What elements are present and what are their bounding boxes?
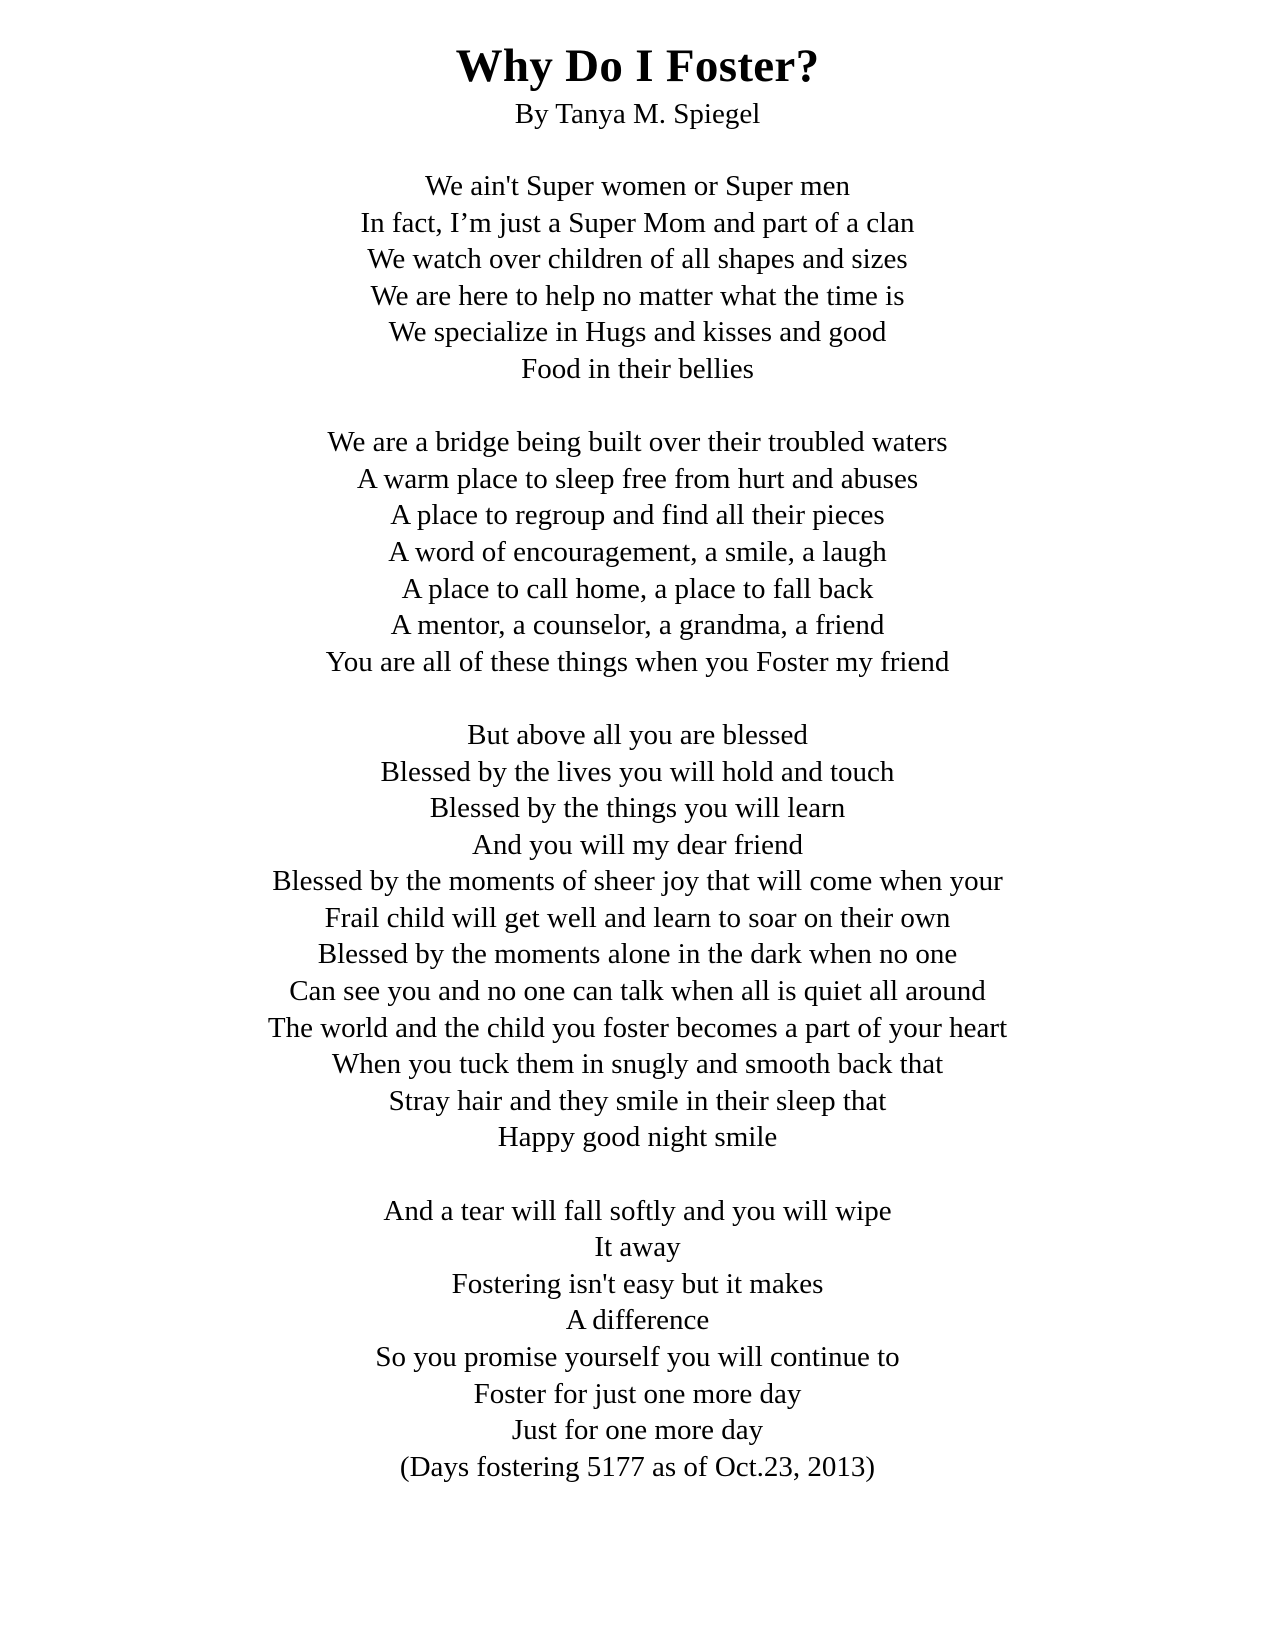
stanza-2 [0, 424, 1275, 680]
poem-line: And a tear will fall softly and you will wipe [383, 1194, 892, 1227]
poem-line: A mentor, a counselor, a grandma, a friend [390, 609, 885, 642]
poem-line: Blessed by the moments alone in the dark when no one [317, 938, 958, 971]
poem-line: A difference [565, 1304, 710, 1337]
poem-line: A warm place to sleep free from hurt and abuses [356, 462, 919, 495]
poem-line: We specialize in Hugs and kisses and good [388, 316, 887, 349]
poem-line: A place to call home, a place to fall back [401, 572, 874, 605]
poem-title: Why Do I Foster? [455, 40, 820, 92]
poem-line: Stray hair and they smile in their sleep that [388, 1084, 887, 1117]
poem-line: And you will my dear friend [471, 828, 803, 861]
poem-line: We ain't Super women or Super men [425, 170, 850, 202]
poem-line: In fact, I’m just a Super Mom and part of a clan [360, 206, 915, 239]
poem-line: Frail child will get well and learn to soar on their own [324, 901, 951, 934]
poem-line: Food in their bellies [521, 352, 754, 385]
poem-line: Just for one more day [511, 1414, 764, 1447]
poem-line: We are here to help no matter what the time is [370, 279, 905, 312]
stanza-1 [0, 168, 1275, 388]
poem-line: Fostering isn't easy but it makes [451, 1267, 824, 1300]
poem-line: The world and the child you foster becomes a part of your heart [267, 1011, 1008, 1044]
days-fostering-note: (Days fostering 5177 as of Oct.23, 2013) [399, 1450, 876, 1483]
poem-line: We watch over children of all shapes and sizes [367, 243, 908, 276]
poem-line: We are a bridge being built over their troubled waters [327, 426, 948, 459]
poem-line: But above all you are blessed [467, 718, 808, 751]
poem-line: Happy good night smile [497, 1121, 778, 1154]
stanza-3 [0, 717, 1275, 1156]
poem-line: Can see you and no one can talk when all is quiet all around [289, 975, 986, 1008]
poem-line: So you promise yourself you will continue to [375, 1341, 900, 1373]
stanza-4 [0, 1193, 1275, 1486]
poem-line: It away [594, 1231, 681, 1264]
poem-line: Foster for just one more day [473, 1377, 802, 1410]
poem-line: Blessed by the things you will learn [429, 792, 846, 825]
poem-line: You are all of these things when you Foster my friend [325, 645, 950, 678]
poem-line: Blessed by the moments of sheer joy that will come when your [272, 865, 1003, 898]
poem-author: By Tanya M. Spiegel [514, 98, 761, 130]
poem-line: A place to regroup and find all their pieces [390, 499, 885, 532]
poem-line: A word of encouragement, a smile, a laugh [388, 535, 887, 568]
poem-body [0, 168, 1275, 1522]
poem-line: When you tuck them in snugly and smooth back that [331, 1048, 944, 1081]
poem-line: Blessed by the lives you will hold and touch [380, 755, 895, 788]
